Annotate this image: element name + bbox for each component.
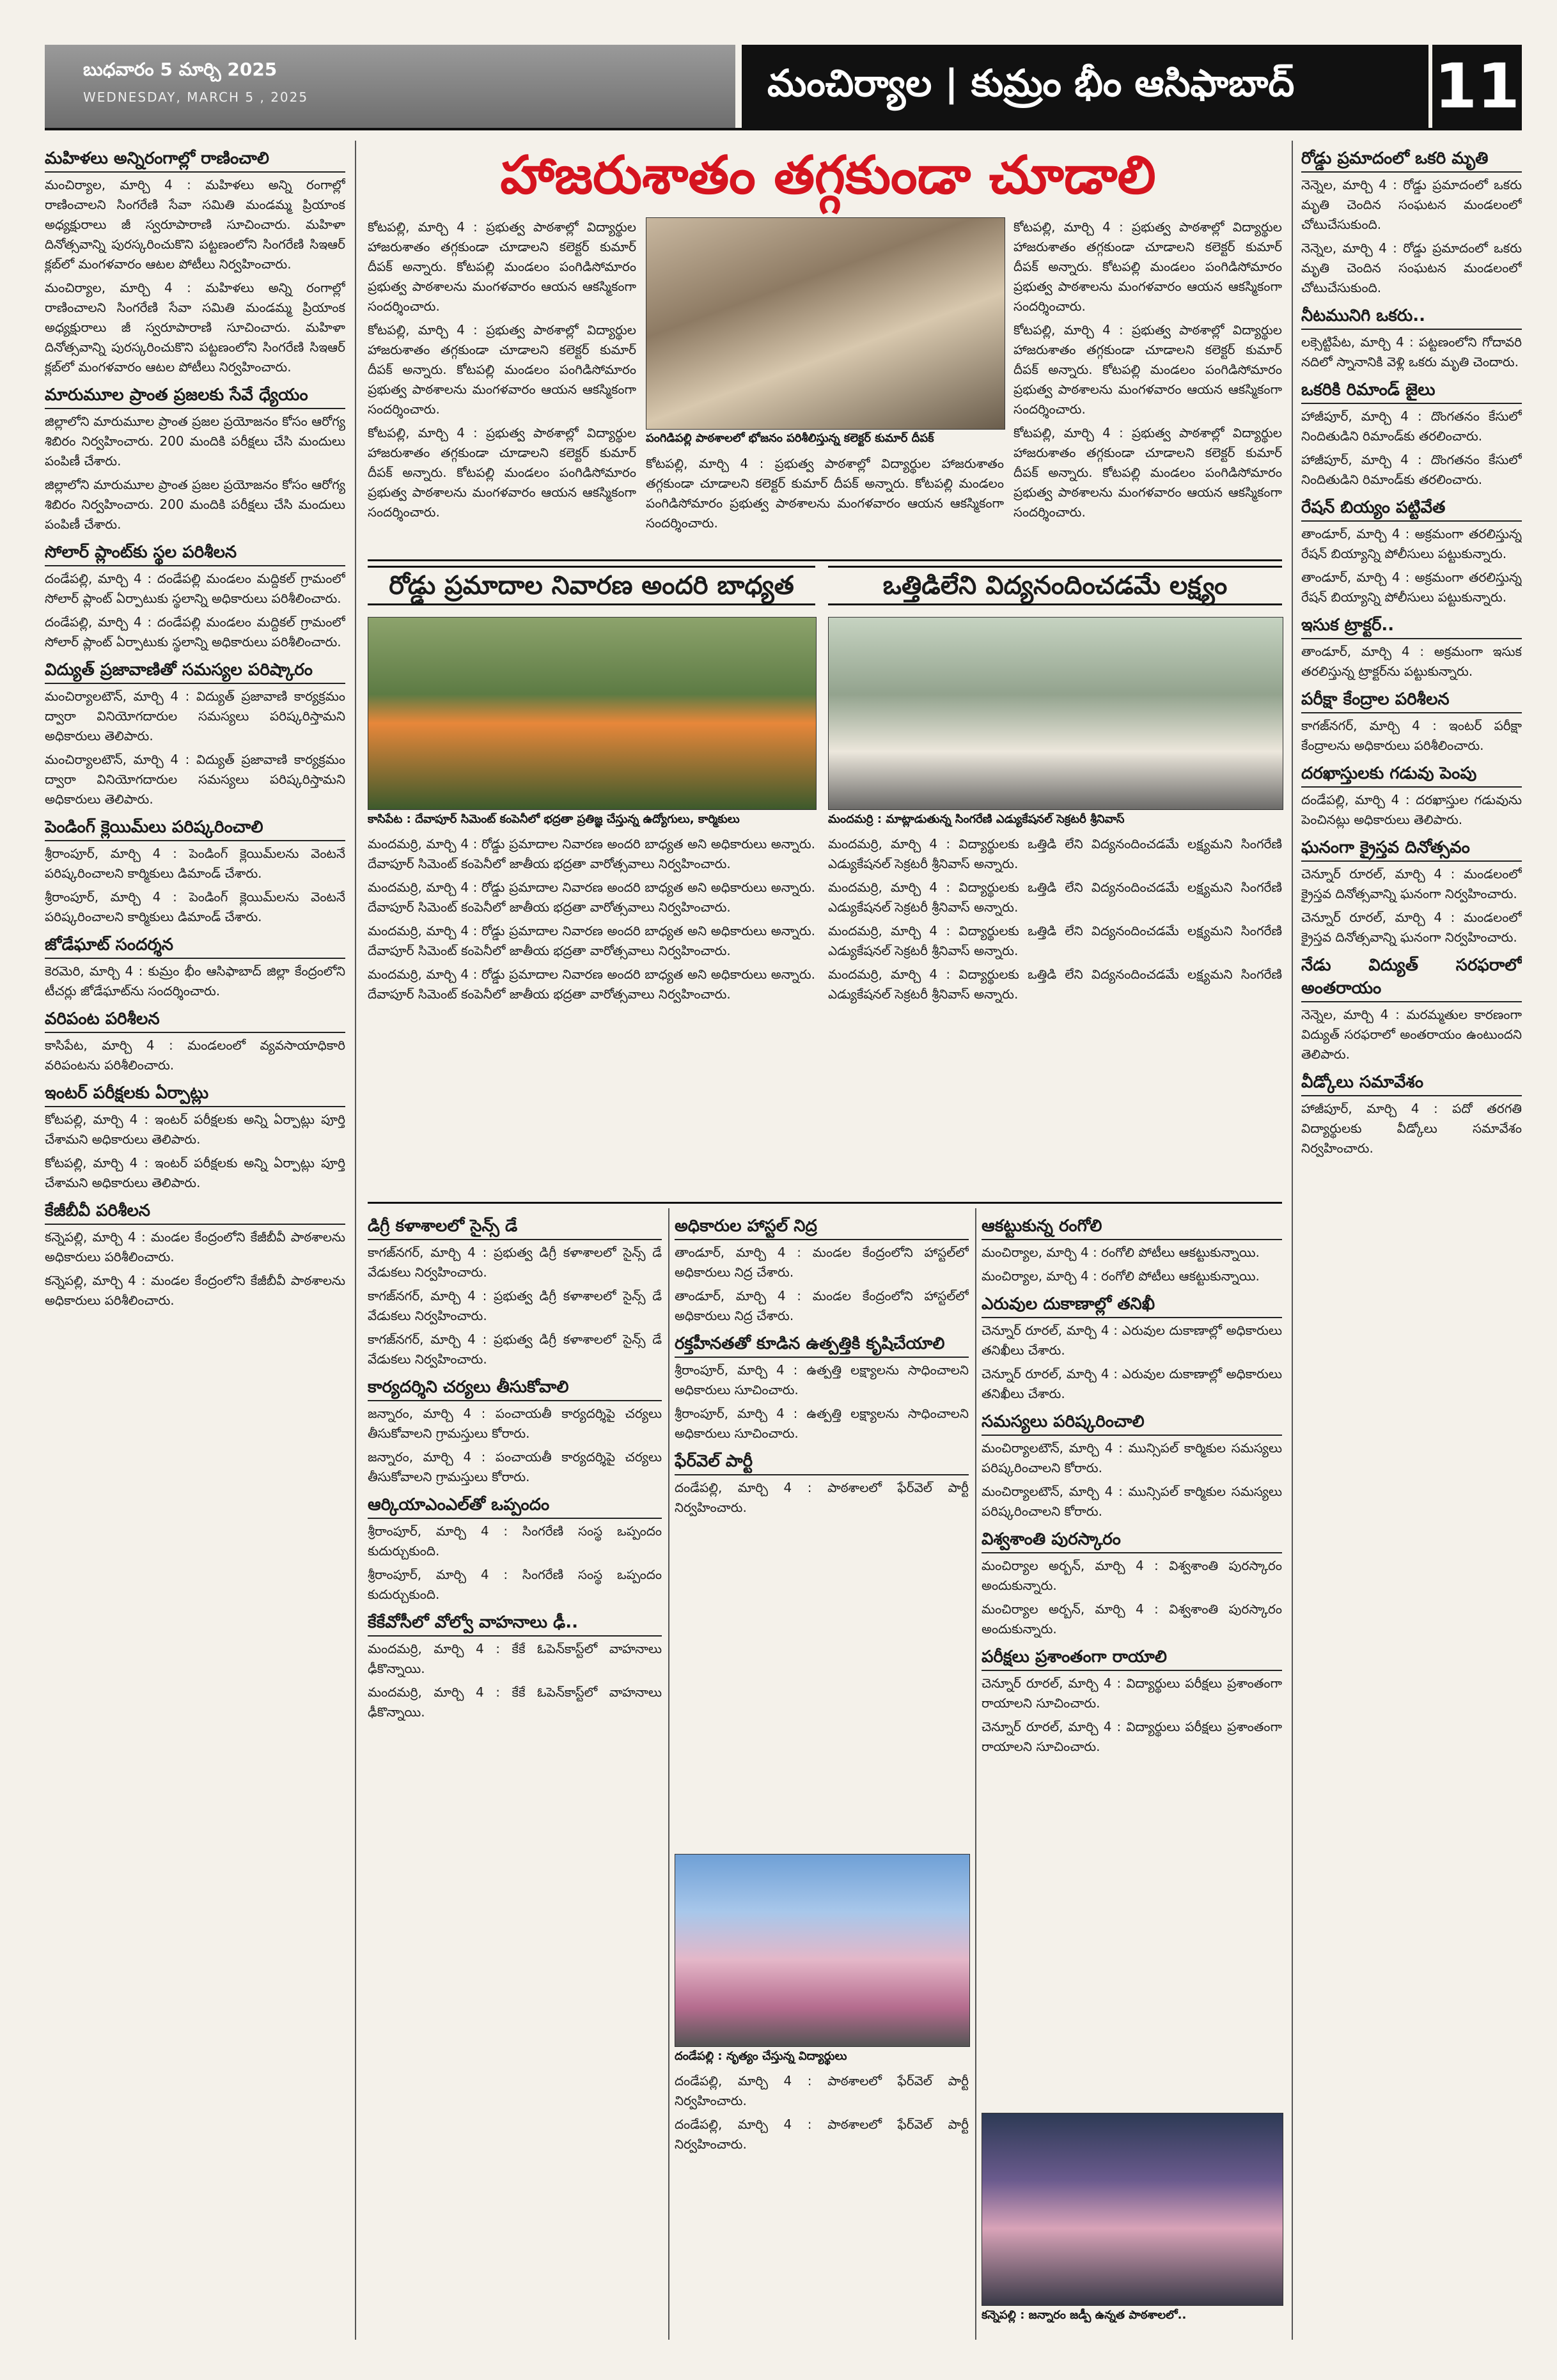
story-headline: ఎరువుల దుకాణాల్లో తనిఖీ bbox=[982, 1293, 1282, 1318]
story-body-cont: శ్రీరాంపూర్, మార్చి 4 : పెండింగ్ క్లెయిమ్‌లను వెంటనే పరిష్కరించాలని కార్మికులు డిమాండ్ చేశారు. bbox=[45, 889, 345, 924]
story-headline: ఆకట్టుకున్న రంగోలి bbox=[982, 1215, 1282, 1240]
story-body: మంచిర్యాల, మార్చి 4 : రంగోలి పోటీలు ఆకట్టుకున్నాయి. bbox=[982, 1245, 1260, 1260]
masthead bbox=[45, 45, 1522, 130]
story-body: దండేపల్లి, మార్చి 4 : దండేపల్లి మండలం మద్దికల్ గ్రామంలో సోలార్ ప్లాంట్ ఏర్పాటుకు స్థలాన్ని అధికారులు పరిశీలించారు. bbox=[45, 571, 345, 606]
date-telugu: బుధవారం 5 మార్చి 2025 bbox=[83, 59, 278, 80]
story-body-cont: కోటపల్లి, మార్చి 4 : ఇంటర్ పరీక్షలకు అన్ని ఏర్పాట్లు పూర్తి చేశామని అధికారులు తెలిపారు. bbox=[45, 1155, 345, 1190]
page-number: 11 bbox=[1428, 45, 1522, 128]
lower-col3 bbox=[982, 1208, 1282, 2103]
story-body-cont: మంచిర్యాలటౌన్, మార్చి 4 : మున్సిపల్ కార్మికుల సమస్యలు పరిష్కరించాలని కోరారు. bbox=[982, 1484, 1282, 1519]
story-body-cont: శ్రీరాంపూర్, మార్చి 4 : సింగరేణి సంస్థ ఒప్పందం కుదుర్చుకుంది. bbox=[368, 1567, 662, 1602]
story-headline: కార్యదర్శిని చర్యలు తీసుకోవాలి bbox=[368, 1376, 662, 1401]
story-headline: వరిపంట పరిశీలన bbox=[45, 1007, 345, 1033]
right-story bbox=[1301, 688, 1522, 756]
column-divider bbox=[975, 1208, 976, 2340]
story-headline: కేకేవోసీలో వోల్వో వాహనాలు ఢీ.. bbox=[368, 1611, 662, 1637]
story-headline: నేడు విద్యుత్ సరఫరాలో అంతరాయం bbox=[1301, 954, 1522, 1002]
story-headline: జోడేఘాట్ సందర్శన bbox=[45, 933, 345, 959]
right-story bbox=[1301, 304, 1522, 372]
story-body: కాగజ్‌నగర్, మార్చి 4 : ఇంటర్ పరీక్షా కేంద్రాలను అధికారులు పరిశీలించారు. bbox=[1301, 718, 1522, 753]
school-event-photo bbox=[982, 2113, 1283, 2306]
story-body: మంచిర్యాల, మార్చి 4 : మహిళలు అన్ని రంగాల్లో రాణించాలని సింగరేణి సేవా సమితి మండమ్మ ప్రియాంక అధ్యక్షురాలు జీ స్వరూపారాణి సూచించారు. మహిళా దినోత్సవాన్ని పురస్కరించుకొని పట్టణంలోని సింగరేణి సిఇఆర్ క్లబ్‌లో మంగళవారం ఆటల పోటీలు నిర్వహించారు. bbox=[45, 177, 345, 272]
road-safety-photo bbox=[368, 617, 817, 810]
story-body-cont: దండేపల్లి, మార్చి 4 : దండేపల్లి మండలం మద్దికల్ గ్రామంలో సోలార్ ప్లాంట్ ఏర్పాటుకు స్థలాన్ని అధికారులు పరిశీలించారు. bbox=[45, 614, 345, 649]
lead-body-cont: కోటపల్లి, మార్చి 4 : ప్రభుత్వ పాఠశాల్లో విద్యార్థుల హాజరుశాతం తగ్గకుండా చూడాలని కలెక్టర్ కుమార్ దీపక్ అన్నారు. కోటపల్లి మండలం పంగిడిసోమారం ప్రభుత్వ పాఠశాలను మంగళవారం ఆయన ఆకస్మికంగా సందర్శించారు. bbox=[368, 322, 636, 417]
story-body-cont: మందమర్రి, మార్చి 4 : కేకే ఓపెన్‌కాస్ట్‌లో వాహనాలు ఢీకొన్నాయి. bbox=[368, 1684, 662, 1720]
story-headline: విశ్వశాంతి పురస్కారం bbox=[982, 1528, 1282, 1553]
story-body-cont: చెన్నూర్ రూరల్, మార్చి 4 : ఎరువుల దుకాణాల్లో అధికారులు తనిఖీలు చేశారు. bbox=[982, 1366, 1282, 1401]
story-headline: ఇంటర్ పరీక్షలకు ఏర్పాట్లు bbox=[45, 1082, 345, 1107]
story-body: కన్నెపల్లి, మార్చి 4 : మండల కేంద్రంలోని కేజీబీవీ పాఠశాలను అధికారులు పరిశీలించారు. bbox=[45, 1229, 345, 1264]
story-body-cont: మందమర్రి, మార్చి 4 : రోడ్డు ప్రమాదాల నివారణ అందరి బాధ్యత అని అధికారులు అన్నారు. దేవాపూర్ సిమెంట్ కంపెనీలో జాతీయ భద్రతా వారోత్సవాలు నిర్వహించారు. bbox=[368, 880, 815, 915]
right-story bbox=[1301, 836, 1522, 947]
story-headline: సోలార్ ప్లాంట్‌కు స్థల పరిశీలన bbox=[45, 541, 345, 566]
story-headline: పెండింగ్ క్లెయిమ్‌లు పరిష్కరించాలి bbox=[45, 816, 345, 841]
story-body: కాసిపేట, మార్చి 4 : మండలంలో వ్యవసాయాధికారి వరిపంటను పరిశీలించారు. bbox=[45, 1038, 345, 1073]
right-story bbox=[1301, 496, 1522, 607]
story-body-cont: కాగజ్‌నగర్, మార్చి 4 : ప్రభుత్వ డిగ్రీ కళాశాలలో సైన్స్ డే వేడుకలు నిర్వహించారు. bbox=[368, 1332, 662, 1367]
story-headline: వీడ్కోలు సమావేశం bbox=[1301, 1071, 1522, 1096]
lead-body-cont: కోటపల్లి, మార్చి 4 : ప్రభుత్వ పాఠశాల్లో విద్యార్థుల హాజరుశాతం తగ్గకుండా చూడాలని కలెక్టర్ కుమార్ దీపక్ అన్నారు. కోటపల్లి మండలం పంగిడిసోమారం ప్రభుత్వ పాఠశాలను మంగళవారం ఆయన ఆకస్మికంగా సందర్శించారు. bbox=[1013, 322, 1282, 417]
story-body-cont: మంచిర్యాల, మార్చి 4 : రంగోలి పోటీలు ఆకట్టుకున్నాయి. bbox=[982, 1268, 1260, 1284]
column-divider bbox=[668, 1208, 669, 2340]
story-body-cont: చెన్నూర్ రూరల్, మార్చి 4 : విద్యార్థులు పరీక్షలు ప్రశాంతంగా రాయాలని సూచించారు. bbox=[982, 1719, 1282, 1754]
story-body: నెన్నెల, మార్చి 4 : రోడ్డు ప్రమాదంలో ఒకరు మృతి చెందిన సంఘటన మండలంలో చోటుచేసుకుంది. bbox=[1301, 177, 1522, 232]
right-story bbox=[1301, 1071, 1522, 1158]
story-body: దండేపల్లి, మార్చి 4 : పాఠశాలలో ఫేర్‌వెల్ పార్టీ నిర్వహించారు. bbox=[675, 2073, 969, 2108]
road-safety-caption: కాసిపేట : దేవాపూర్ సిమెంట్ కంపెనీలో భద్రతా ప్రతిజ్ఞ చేస్తున్న ఉద్యోగులు, కార్మికులు bbox=[368, 812, 815, 827]
story-headline: అధికారుల హాస్టల్ నిద్ర bbox=[675, 1215, 969, 1240]
lead-story-col3 bbox=[1013, 217, 1282, 550]
right-story bbox=[1301, 147, 1522, 298]
story-body: తాండూర్, మార్చి 4 : అక్రమంగా ఇసుక తరలిస్తున్న ట్రాక్టర్‌ను పట్టుకున్నారు. bbox=[1301, 644, 1522, 679]
story-body-cont: తాండూర్, మార్చి 4 : అక్రమంగా తరలిస్తున్న రేషన్ బియ్యాన్ని పోలీసులు పట్టుకున్నారు. bbox=[1301, 570, 1522, 605]
story-body: జిల్లాలోని మారుమూల ప్రాంత ప్రజల ప్రయోజనం కోసం ఆరోగ్య శిబిరం నిర్వహించారు. 200 మందికి పరీక్షలు చేసి మందులు పంపిణీ చేశారు. bbox=[45, 414, 345, 469]
story-body: మంచిర్యాల అర్బన్, మార్చి 4 : విశ్వశాంతి పురస్కారం అందుకున్నారు. bbox=[982, 1558, 1282, 1593]
right-column bbox=[1301, 141, 1522, 2340]
lead-body-cont: కోటపల్లి, మార్చి 4 : ప్రభుత్వ పాఠశాల్లో విద్యార్థుల హాజరుశాతం తగ్గకుండా చూడాలని కలెక్టర్ కుమార్ దీపక్ అన్నారు. కోటపల్లి మండలం పంగిడిసోమారం ప్రభుత్వ పాఠశాలను మంగళవారం ఆయన ఆకస్మికంగా సందర్శించారు. bbox=[1013, 425, 1282, 520]
left-story bbox=[45, 1007, 345, 1075]
left-story bbox=[45, 816, 345, 927]
story-body: నెన్నెల, మార్చి 4 : మరమ్మతుల కారణంగా విద్యుత్ సరఫరాలో అంతరాయం ఉంటుందని తెలిపారు. bbox=[1301, 1007, 1522, 1062]
story-body: దండేపల్లి, మార్చి 4 : పాఠశాలలో ఫేర్‌వెల్ పార్టీ నిర్వహించారు. bbox=[675, 1480, 969, 1515]
story-body-cont: తాండూర్, మార్చి 4 : మండల కేంద్రంలోని హాస్టల్‌లో అధికారులు నిద్ర చేశారు. bbox=[675, 1288, 969, 1323]
date-english: WEDNESDAY, MARCH 5 , 2025 bbox=[83, 89, 309, 105]
lead-photo bbox=[646, 217, 1005, 430]
story-headline: దరఖాస్తులకు గడువు పెంపు bbox=[1301, 762, 1522, 788]
lead-body: కోటపల్లి, మార్చి 4 : ప్రభుత్వ పాఠశాల్లో విద్యార్థుల హాజరుశాతం తగ్గకుండా చూడాలని కలెక్టర్ కుమార్ దీపక్ అన్నారు. కోటపల్లి మండలం పంగిడిసోమారం ప్రభుత్వ పాఠశాలను మంగళవారం ఆయన ఆకస్మికంగా సందర్శించారు. bbox=[368, 219, 636, 314]
left-story bbox=[45, 1082, 345, 1193]
story-body: కాగజ్‌నగర్, మార్చి 4 : ప్రభుత్వ డిగ్రీ కళాశాలలో సైన్స్ డే వేడుకలు నిర్వహించారు. bbox=[368, 1245, 662, 1280]
section-rule bbox=[368, 1202, 1282, 1204]
story-body-cont: మందమర్రి, మార్చి 4 : రోడ్డు ప్రమాదాల నివారణ అందరి బాధ్యత అని అధికారులు అన్నారు. దేవాపూర్ సిమెంట్ కంపెనీలో జాతీయ భద్రతా వారోత్సవాలు నిర్వహించారు. bbox=[368, 923, 815, 958]
story-body: మందమర్రి, మార్చి 4 : రోడ్డు ప్రమాదాల నివారణ అందరి బాధ్యత అని అధికారులు అన్నారు. దేవాపూర్ సిమెంట్ కంపెనీలో జాతీయ భద్రతా వారోత్సవాలు నిర్వహించారు. bbox=[368, 836, 815, 871]
story-headline: రేషన్ బియ్యం పట్టివేత bbox=[1301, 496, 1522, 522]
story-body: శ్రీరాంపూర్, మార్చి 4 : సింగరేణి సంస్థ ఒప్పందం కుదుర్చుకుంది. bbox=[368, 1523, 662, 1559]
stress-free-photo bbox=[828, 617, 1283, 810]
right-story bbox=[1301, 378, 1522, 490]
story-headline: రక్తహీనతతో కూడిన ఉత్పత్తికి కృషిచేయాలి bbox=[675, 1332, 969, 1358]
story-body: మందమర్రి, మార్చి 4 : కేకే ఓపెన్‌కాస్ట్‌లో వాహనాలు ఢీకొన్నాయి. bbox=[368, 1641, 662, 1676]
story-headline: మారుమూల ప్రాంత ప్రజలకు సేవే ధ్యేయం bbox=[45, 384, 345, 409]
story-body-cont: శ్రీరాంపూర్, మార్చి 4 : ఉత్పత్తి లక్ష్యాలను సాధించాలని అధికారులు సూచించారు. bbox=[675, 1406, 969, 1441]
left-story bbox=[45, 541, 345, 652]
story-body: చెన్నూర్ రూరల్, మార్చి 4 : మండలంలో క్రైస్తవ దినోత్సవాన్ని ఘనంగా నిర్వహించారు. bbox=[1301, 866, 1522, 901]
school-event-caption: కన్నెపల్లి : జన్నారం జడ్పీ ఉన్నత పాఠశాలలో.. bbox=[982, 2308, 1282, 2323]
story-headline: ఇసుక ట్రాక్టర్.. bbox=[1301, 614, 1522, 639]
story-body: హాజీపూర్, మార్చి 4 : దొంగతనం కేసులో నిందితుడిని రిమాండ్‌కు తరలించారు. bbox=[1301, 408, 1522, 444]
story-body-cont: జన్నారం, మార్చి 4 : పంచాయతీ కార్యదర్శిపై చర్యలు తీసుకోవాలని గ్రామస్తులు కోరారు. bbox=[368, 1449, 662, 1484]
story-headline: విద్యుత్ ప్రజావాణితో సమస్యల పరిష్కారం bbox=[45, 658, 345, 684]
lead-story-col1 bbox=[368, 217, 636, 550]
story-headline: రోడ్డు ప్రమాదంలో ఒకరి మృతి bbox=[1301, 147, 1522, 173]
lead-body: కోటపల్లి, మార్చి 4 : ప్రభుత్వ పాఠశాల్లో విద్యార్థుల హాజరుశాతం తగ్గకుండా చూడాలని కలెక్టర్ కుమార్ దీపక్ అన్నారు. కోటపల్లి మండలం పంగిడిసోమారం ప్రభుత్వ పాఠశాలను మంగళవారం ఆయన ఆకస్మికంగా సందర్శించారు. bbox=[646, 456, 1004, 531]
column-divider bbox=[1292, 141, 1293, 2340]
story-body-cont: మందమర్రి, మార్చి 4 : రోడ్డు ప్రమాదాల నివారణ అందరి బాధ్యత అని అధికారులు అన్నారు. దేవాపూర్ సిమెంట్ కంపెనీలో జాతీయ భద్రతా వారోత్సవాలు నిర్వహించారు. bbox=[368, 967, 815, 1002]
story-body-cont: మంచిర్యాల, మార్చి 4 : మహిళలు అన్ని రంగాల్లో రాణించాలని సింగరేణి సేవా సమితి మండమ్మ ప్రియాంక అధ్యక్షురాలు జీ స్వరూపారాణి సూచించారు. మహిళా దినోత్సవాన్ని పురస్కరించుకొని పట్టణంలోని సింగరేణి సిఇఆర్ క్లబ్‌లో మంగళవారం ఆటల పోటీలు నిర్వహించారు. bbox=[45, 280, 345, 375]
lead-body-cont: కోటపల్లి, మార్చి 4 : ప్రభుత్వ పాఠశాల్లో విద్యార్థుల హాజరుశాతం తగ్గకుండా చూడాలని కలెక్టర్ కుమార్ దీపక్ అన్నారు. కోటపల్లి మండలం పంగిడిసోమారం ప్రభుత్వ పాఠశాలను మంగళవారం ఆయన ఆకస్మికంగా సందర్శించారు. bbox=[368, 425, 636, 520]
story-body: దండేపల్లి, మార్చి 4 : దరఖాస్తుల గడువును పెంచినట్లు అధికారులు తెలిపారు. bbox=[1301, 792, 1522, 827]
stress-free-body bbox=[828, 834, 1282, 1192]
story-body: శ్రీరాంపూర్, మార్చి 4 : పెండింగ్ క్లెయిమ్‌లను వెంటనే పరిష్కరించాలని కార్మికులు డిమాండ్ చేశారు. bbox=[45, 846, 345, 881]
story-body-cont: మందమర్రి, మార్చి 4 : విద్యార్థులకు ఒత్తిడి లేని విద్యనందించడమే లక్ష్యమని సింగరేణి ఎడ్యుకేషనల్ సెక్రటరీ శ్రీనివాస్ అన్నారు. bbox=[828, 880, 1282, 915]
story-body: మంచిర్యాలటౌన్, మార్చి 4 : విద్యుత్ ప్రజావాణి కార్యక్రమం ద్వారా వినియోగదారుల సమస్యలు పరిష్కరిస్తామని అధికారులు తెలిపారు. bbox=[45, 688, 345, 743]
story-body-cont: కన్నెపల్లి, మార్చి 4 : మండల కేంద్రంలోని కేజీబీవీ పాఠశాలను అధికారులు పరిశీలించారు. bbox=[45, 1273, 345, 1308]
story-headline: కేజీబీవీ పరిశీలన bbox=[45, 1199, 345, 1225]
section-title: మంచిర్యాల | కుమ్రం భీం ఆసిఫాబాద్ bbox=[767, 61, 1295, 105]
story-body-cont: హాజీపూర్, మార్చి 4 : దొంగతనం కేసులో నిందితుడిని రిమాండ్‌కు తరలించారు. bbox=[1301, 452, 1522, 487]
left-story bbox=[45, 658, 345, 809]
story-headline: మహిళలు అన్నిరంగాల్లో రాణించాలి bbox=[45, 147, 345, 173]
newspaper-page bbox=[45, 45, 1522, 2346]
lead-headline: హాజరుశాతం తగ్గకుండా చూడాలి bbox=[500, 145, 1156, 206]
story-headline: పరీక్షా కేంద్రాల పరిశీలన bbox=[1301, 688, 1522, 713]
story-headline: నీటమునిగి ఒకరు.. bbox=[1301, 304, 1522, 330]
stress-free-caption: మందమర్రి : మాట్లాడుతున్న సింగరేణి ఎడ్యుకేషనల్ సెక్రటరీ శ్రీనివాస్ bbox=[828, 812, 1282, 827]
lead-photo-caption: పంగిడిపల్లి పాఠశాలలో భోజనం పరిశీలిస్తున్న కలెక్టర్ కుమార్ దీపక్ bbox=[646, 431, 1004, 446]
farewell-photo bbox=[675, 1854, 970, 2047]
left-story bbox=[45, 384, 345, 534]
lower-col1 bbox=[368, 1208, 662, 2340]
story-body-cont: నెన్నెల, మార్చి 4 : రోడ్డు ప్రమాదంలో ఒకరు మృతి చెందిన సంఘటన మండలంలో చోటుచేసుకుంది. bbox=[1301, 240, 1522, 295]
section-rule bbox=[368, 559, 1282, 561]
story-body: శ్రీరాంపూర్, మార్చి 4 : ఉత్పత్తి లక్ష్యాలను సాధించాలని అధికారులు సూచించారు. bbox=[675, 1362, 969, 1397]
column-divider bbox=[355, 141, 356, 2340]
story-body: చెన్నూర్ రూరల్, మార్చి 4 : విద్యార్థులు పరీక్షలు ప్రశాంతంగా రాయాలని సూచించారు. bbox=[982, 1676, 1282, 1711]
left-column bbox=[45, 141, 345, 2340]
story-body-cont: జిల్లాలోని మారుమూల ప్రాంత ప్రజల ప్రయోజనం కోసం ఆరోగ్య శిబిరం నిర్వహించారు. 200 మందికి పరీక్షలు చేసి మందులు పంపిణీ చేశారు. bbox=[45, 477, 345, 532]
lead-story-col2 bbox=[646, 454, 1004, 550]
stress-free-headline: ఒత్తిడిలేని విద్యనందించడమే లక్ష్యం bbox=[828, 566, 1282, 605]
road-safety-headline: రోడ్డు ప్రమాదాల నివారణ అందరి బాధ్యత bbox=[368, 566, 815, 605]
story-body: హాజీపూర్, మార్చి 4 : పదో తరగతి విద్యార్థులకు వీడ్కోలు సమావేశం నిర్వహించారు. bbox=[1301, 1101, 1522, 1156]
lower-col2b bbox=[675, 2071, 969, 2340]
story-body: కోటపల్లి, మార్చి 4 : ఇంటర్ పరీక్షలకు అన్ని ఏర్పాట్లు పూర్తి చేశామని అధికారులు తెలిపారు. bbox=[45, 1112, 345, 1147]
story-body: లక్సెట్టిపేట, మార్చి 4 : పట్టణంలోని గోదావరి నదిలో స్నానానికి వెళ్లి ఒకరు మృతి చెందారు. bbox=[1301, 334, 1522, 369]
story-body: తాండూర్, మార్చి 4 : అక్రమంగా తరలిస్తున్న రేషన్ బియ్యాన్ని పోలీసులు పట్టుకున్నారు. bbox=[1301, 526, 1522, 561]
farewell-caption: దండేపల్లి : నృత్యం చేస్తున్న విద్యార్థులు bbox=[675, 2049, 969, 2064]
story-body-cont: మంచిర్యాల అర్బన్, మార్చి 4 : విశ్వశాంతి పురస్కారం అందుకున్నారు. bbox=[982, 1601, 1282, 1637]
story-body-cont: దండేపల్లి, మార్చి 4 : పాఠశాలలో ఫేర్‌వెల్ పార్టీ నిర్వహించారు. bbox=[675, 2117, 969, 2152]
story-headline: ఒకరికి రిమాండ్ జైలు bbox=[1301, 378, 1522, 404]
story-body: కెరమెరి, మార్చి 4 : కుమ్రం భీం ఆసిఫాబాద్ జిల్లా కేంద్రంలోని టీచర్లు జోడేఘాట్‌ను సందర్శించారు. bbox=[45, 963, 345, 999]
date-block bbox=[45, 45, 735, 128]
story-headline: ఆర్కియాఎంఎల్‌తో ఒప్పందం bbox=[368, 1493, 662, 1519]
story-headline: ఫేర్‌వెల్ పార్టీ bbox=[675, 1450, 969, 1475]
story-body-cont: మంచిర్యాలటౌన్, మార్చి 4 : విద్యుత్ ప్రజావాణి కార్యక్రమం ద్వారా వినియోగదారుల సమస్యలు పరిష్కరిస్తామని అధికారులు తెలిపారు. bbox=[45, 752, 345, 807]
lead-body: కోటపల్లి, మార్చి 4 : ప్రభుత్వ పాఠశాల్లో విద్యార్థుల హాజరుశాతం తగ్గకుండా చూడాలని కలెక్టర్ కుమార్ దీపక్ అన్నారు. కోటపల్లి మండలం పంగిడిసోమారం ప్రభుత్వ పాఠశాలను మంగళవారం ఆయన ఆకస్మికంగా సందర్శించారు. bbox=[1013, 219, 1282, 314]
story-headline: డిగ్రీ కళాశాలలో సైన్స్ డే bbox=[368, 1215, 662, 1240]
road-safety-body bbox=[368, 834, 815, 1192]
story-body-cont: మందమర్రి, మార్చి 4 : విద్యార్థులకు ఒత్తిడి లేని విద్యనందించడమే లక్ష్యమని సింగరేణి ఎడ్యుకేషనల్ సెక్రటరీ శ్రీనివాస్ అన్నారు. bbox=[828, 967, 1282, 1002]
story-body-cont: మందమర్రి, మార్చి 4 : విద్యార్థులకు ఒత్తిడి లేని విద్యనందించడమే లక్ష్యమని సింగరేణి ఎడ్యుకేషనల్ సెక్రటరీ శ్రీనివాస్ అన్నారు. bbox=[828, 923, 1282, 958]
story-headline: పరీక్షలు ప్రశాంతంగా రాయాలి bbox=[982, 1645, 1282, 1671]
story-body: జన్నారం, మార్చి 4 : పంచాయతీ కార్యదర్శిపై చర్యలు తీసుకోవాలని గ్రామస్తులు కోరారు. bbox=[368, 1406, 662, 1441]
story-body: చెన్నూర్ రూరల్, మార్చి 4 : ఎరువుల దుకాణాల్లో అధికారులు తనిఖీలు చేశారు. bbox=[982, 1323, 1282, 1358]
left-story bbox=[45, 933, 345, 1001]
story-body: మందమర్రి, మార్చి 4 : విద్యార్థులకు ఒత్తిడి లేని విద్యనందించడమే లక్ష్యమని సింగరేణి ఎడ్యుకేషనల్ సెక్రటరీ శ్రీనివాస్ అన్నారు. bbox=[828, 836, 1282, 871]
story-body-cont: చెన్నూర్ రూరల్, మార్చి 4 : మండలంలో క్రైస్తవ దినోత్సవాన్ని ఘనంగా నిర్వహించారు. bbox=[1301, 910, 1522, 945]
right-story bbox=[1301, 614, 1522, 681]
section-block bbox=[742, 45, 1432, 128]
story-headline: సమస్యలు పరిష్కరించాలి bbox=[982, 1410, 1282, 1436]
left-story bbox=[45, 1199, 345, 1311]
lower-col2 bbox=[675, 1208, 969, 1847]
right-story bbox=[1301, 762, 1522, 830]
story-body: మంచిర్యాలటౌన్, మార్చి 4 : మున్సిపల్ కార్మికుల సమస్యలు పరిష్కరించాలని కోరారు. bbox=[982, 1440, 1282, 1475]
left-story bbox=[45, 147, 345, 377]
right-story bbox=[1301, 954, 1522, 1064]
story-body: తాండూర్, మార్చి 4 : మండల కేంద్రంలోని హాస్టల్‌లో అధికారులు నిద్ర చేశారు. bbox=[675, 1245, 969, 1280]
story-body-cont: కాగజ్‌నగర్, మార్చి 4 : ప్రభుత్వ డిగ్రీ కళాశాలలో సైన్స్ డే వేడుకలు నిర్వహించారు. bbox=[368, 1288, 662, 1323]
story-headline: ఘనంగా క్రైస్తవ దినోత్సవం bbox=[1301, 836, 1522, 862]
